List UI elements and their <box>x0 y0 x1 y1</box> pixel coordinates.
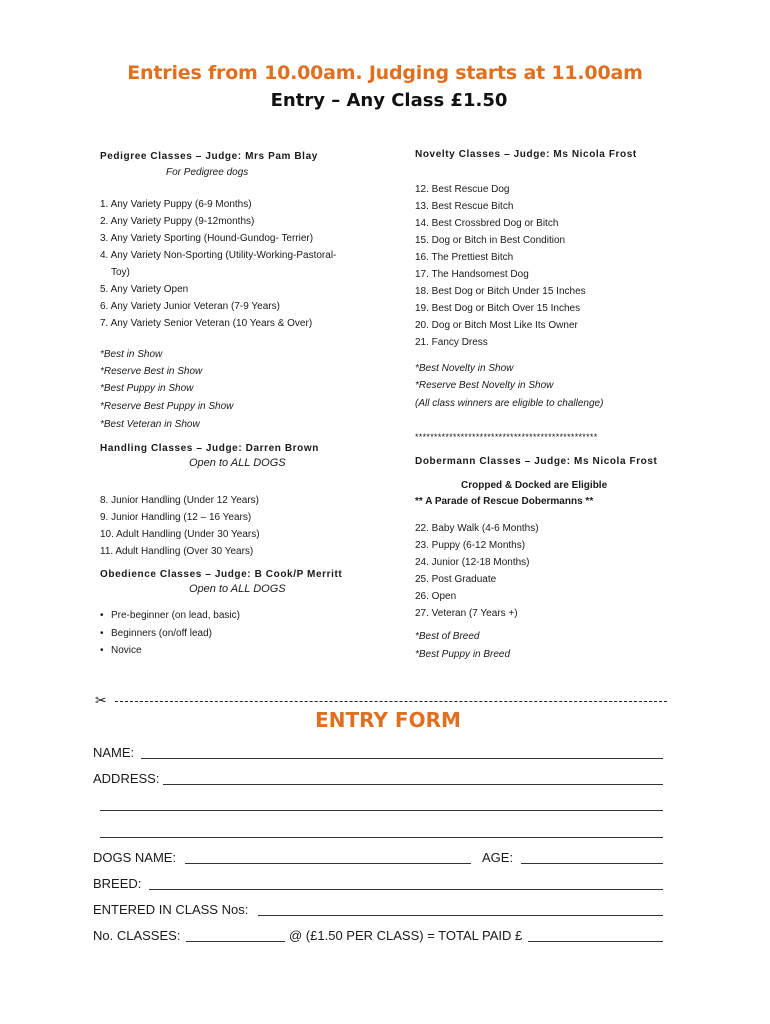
list-item: 7. Any Variety Senior Veteran (10 Years & Over) <box>100 318 313 329</box>
cut-line <box>95 694 667 708</box>
dobermann-eligible: Cropped & Docked are Eligible <box>461 480 608 491</box>
award-item: *Best Novelty in Show <box>415 363 514 374</box>
award-item: *Best in Show <box>100 349 163 360</box>
list-item: 27. Veteran (7 Years +) <box>415 608 518 619</box>
dogs-name-label: DOGS NAME: <box>93 850 177 865</box>
list-item: 8. Junior Handling (Under 12 Years) <box>100 495 259 506</box>
per-class-text: @ (£1.50 PER CLASS) = TOTAL PAID £ <box>289 928 523 943</box>
award-item: *Reserve Best in Show <box>100 366 203 377</box>
list-item: 21. Fancy Dress <box>415 337 488 348</box>
scissors-icon: ✂ <box>95 692 107 708</box>
age-field[interactable] <box>521 863 663 864</box>
list-item: 11. Adult Handling (Over 30 Years) <box>100 546 254 557</box>
address-field[interactable] <box>163 784 663 785</box>
list-item: 16. The Prettiest Bitch <box>415 252 514 263</box>
total-paid-field[interactable] <box>528 941 663 942</box>
novelty-heading: Novelty Classes – Judge: Ms Nicola Frost <box>415 149 637 160</box>
address-field-line-2[interactable] <box>100 810 663 811</box>
list-item: 24. Junior (12-18 Months) <box>415 557 530 568</box>
handling-heading: Handling Classes – Judge: Darren Brown <box>100 443 319 454</box>
obedience-heading: Obedience Classes – Judge: B Cook/P Merritt <box>100 569 343 580</box>
list-item: 20. Dog or Bitch Most Like Its Owner <box>415 320 578 331</box>
list-item: 9. Junior Handling (12 – 16 Years) <box>100 512 252 523</box>
entered-classes-label: ENTERED IN CLASS Nos: <box>93 902 249 917</box>
dobermann-heading: Dobermann Classes – Judge: Ms Nicola Frost <box>415 456 658 467</box>
list-item: 26. Open <box>415 591 457 602</box>
entered-classes-field[interactable] <box>258 915 663 916</box>
address-label: ADDRESS: <box>93 771 160 786</box>
award-item: *Reserve Best Novelty in Show <box>415 380 554 391</box>
no-classes-field[interactable] <box>186 941 285 942</box>
pedigree-heading: Pedigree Classes – Judge: Mrs Pam Blay <box>100 151 318 162</box>
dobermann-parade: ** A Parade of Rescue Dobermanns ** <box>415 496 594 507</box>
header-schedule: Entries from 10.00am. Judging starts at 11.00am <box>127 62 643 84</box>
list-item: 3. Any Variety Sporting (Hound-Gundog- Terrier) <box>100 233 314 244</box>
no-classes-label: No. CLASSES: <box>93 928 181 943</box>
list-item: Toy) <box>111 267 130 278</box>
list-item: 25. Post Graduate <box>415 574 497 585</box>
list-item: 12. Best Rescue Dog <box>415 184 510 195</box>
list-item: 13. Best Rescue Bitch <box>415 201 514 212</box>
section-separator: ************************************************ <box>415 432 598 442</box>
breed-field[interactable] <box>149 889 663 890</box>
name-field[interactable] <box>141 758 663 759</box>
award-item: *Reserve Best Puppy in Show <box>100 401 234 412</box>
list-item: 18. Best Dog or Bitch Under 15 Inches <box>415 286 586 297</box>
list-item: 2. Any Variety Puppy (9-12months) <box>100 216 255 227</box>
award-item: *Best of Breed <box>415 631 480 642</box>
name-label: NAME: <box>93 745 135 760</box>
award-item: *Best Puppy in Show <box>100 383 194 394</box>
list-item: 4. Any Variety Non-Sporting (Utility-Working-Pastoral- <box>100 250 337 261</box>
award-item: *Best Puppy in Breed <box>415 649 511 660</box>
entry-form-title: ENTRY FORM <box>315 708 461 732</box>
header-entry-fee: Entry – Any Class £1.50 <box>270 90 508 111</box>
age-label: AGE: <box>482 850 514 865</box>
dogs-name-field[interactable] <box>185 863 471 864</box>
list-item: • Novice <box>111 645 142 656</box>
obedience-subtitle: Open to ALL DOGS <box>189 583 286 595</box>
list-item: • Beginners (on/off lead) <box>111 628 212 639</box>
list-item: 6. Any Variety Junior Veteran (7-9 Years) <box>100 301 280 312</box>
list-item: 22. Baby Walk (4-6 Months) <box>415 523 539 534</box>
award-item: (All class winners are eligible to challenge) <box>415 398 604 409</box>
list-item: • Pre-beginner (on lead, basic) <box>111 610 240 621</box>
list-item: 14. Best Crossbred Dog or Bitch <box>415 218 559 229</box>
list-item: 1. Any Variety Puppy (6-9 Months) <box>100 199 252 210</box>
dashed-divider <box>115 701 667 702</box>
award-item: *Best Veteran in Show <box>100 419 200 430</box>
address-field-line-3[interactable] <box>100 837 663 838</box>
list-item: 23. Puppy (6-12 Months) <box>415 540 526 551</box>
list-item: 5. Any Variety Open <box>100 284 189 295</box>
list-item: 10. Adult Handling (Under 30 Years) <box>100 529 260 540</box>
breed-label: BREED: <box>93 876 142 891</box>
handling-subtitle: Open to ALL DOGS <box>189 457 286 469</box>
list-item: 15. Dog or Bitch in Best Condition <box>415 235 566 246</box>
list-item: 19. Best Dog or Bitch Over 15 Inches <box>415 303 581 314</box>
list-item: 17. The Handsomest Dog <box>415 269 529 280</box>
pedigree-subtitle: For Pedigree dogs <box>166 167 249 178</box>
